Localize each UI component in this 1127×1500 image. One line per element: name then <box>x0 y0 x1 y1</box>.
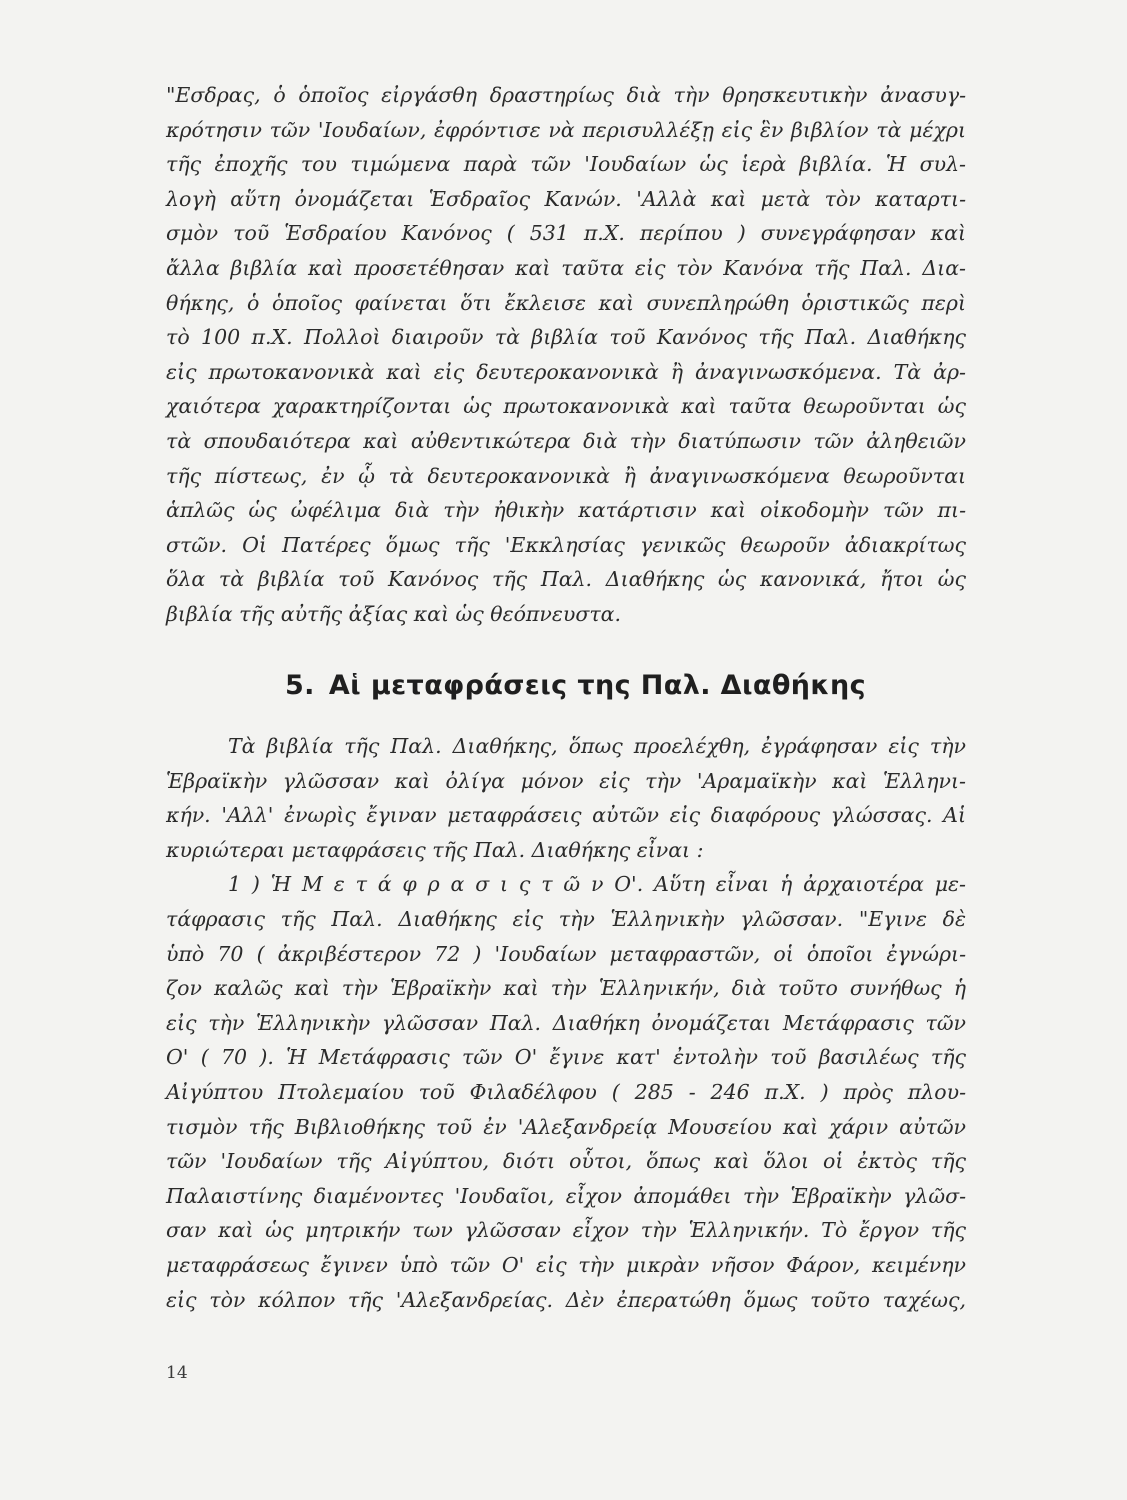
text-line: κρότησιν τῶν 'Ιουδαίων, ἐφρόντισε νὰ περισυλλέξῃ εἰς ἓν βιβλίον τὰ μέχρι <box>166 117 966 142</box>
text-line: τὸ 100 π.Χ. Πολλοὶ διαιροῦν τὰ βιβλία τοῦ Κανόνος τῆς Παλ. Διαθήκης <box>166 325 966 350</box>
text-line: κήν. 'Αλλ' ἐνωρὶς ἔγιναν μεταφράσεις αὐτῶν εἰς διαφόρους γλώσσας. Αἱ <box>166 803 966 828</box>
text-line: τῆς πίστεως, ἐν ᾧ τὰ δευτεροκανονικὰ ἢ ἀναγινωσκόμενα θεωροῦνται <box>166 463 966 488</box>
page-number: 14 <box>166 1363 188 1383</box>
text-line: εἰς τὸν κόλπον τῆς 'Αλεξανδρείας. Δὲν ἐπερατώθη ὅμως τοῦτο ταχέως, <box>166 1287 966 1312</box>
text-line: τῆς ἐποχῆς του τιμώμενα παρὰ τῶν 'Ιουδαίων ὡς ἱερὰ βιβλία. Ἡ συλ- <box>166 152 966 177</box>
text-line: Αἰγύπτου Πτολεμαίου τοῦ Φιλαδέλφου ( 285 - 246 π.Χ. ) πρὸς πλου- <box>166 1079 966 1104</box>
text-line: θήκης, ὁ ὁποῖος φαίνεται ὅτι ἔκλεισε καὶ συνεπληρώθη ὁριστικῶς περὶ <box>166 290 966 315</box>
section-number: 5. <box>285 670 315 701</box>
text-line: Τὰ βιβλία τῆς Παλ. Διαθήκης, ὅπως προελέχθη, ἐγράφησαν εἰς τὴν <box>228 734 966 758</box>
text-line: εἰς πρωτοκανονικὰ καὶ εἰς δευτεροκανονικὰ ἢ ἀναγινωσκόμενα. Τὰ ἀρ- <box>166 359 966 384</box>
text-line: ἄλλα βιβλία καὶ προσετέθησαν καὶ ταῦτα εἰς τὸν Κανόνα τῆς Παλ. Δια- <box>166 255 966 280</box>
text-line: εἰς τὴν Ἑλληνικὴν γλῶσσαν Παλ. Διαθήκη ὀνομάζεται Μετάφρασις τῶν <box>166 1010 966 1035</box>
text-line: ἁπλῶς ὡς ὠφέλιμα διὰ τὴν ἠθικὴν κατάρτισιν καὶ οἰκοδομὴν τῶν πι- <box>166 498 966 523</box>
text-line: ὅλα τὰ βιβλία τοῦ Κανόνος τῆς Παλ. Διαθήκης ὡς κανονικά, ἤτοι ὡς <box>166 567 966 592</box>
text-line: Παλαιστίνης διαμένοντες 'Ιουδαῖοι, εἶχον ἀπομάθει τὴν Ἑβραϊκὴν γλῶσ- <box>166 1183 966 1208</box>
text-line: Ἑβραϊκὴν γλῶσσαν καὶ ὀλίγα μόνον εἰς τὴν 'Αραμαϊκὴν καὶ Ἑλληνι- <box>166 768 966 793</box>
text-line: ζον καλῶς καὶ τὴν Ἑβραϊκὴν καὶ τὴν Ἑλληνικήν, διὰ τοῦτο συνήθως ἡ <box>166 976 966 1001</box>
text-line: Ο' ( 70 ). Ἡ Μετάφρασις τῶν Ο' ἔγινε κατ' ἐντολὴν τοῦ βασιλέως τῆς <box>166 1045 966 1070</box>
text-line: στῶν. Οἱ Πατέρες ὅμως τῆς 'Εκκλησίας γενικῶς θεωροῦν ἀδιακρίτως <box>166 532 966 557</box>
text-line: 1 ) Ἡ Μ ε τ ά φ ρ α σ ι ς τ ῶ ν Ο'. Αὕτη εἶναι ἡ ἀρχαιοτέρα με- <box>228 872 966 897</box>
text-line: τῶν 'Ιουδαίων τῆς Αἰγύπτου, διότι οὗτοι, ὅπως καὶ ὅλοι οἱ ἐκτὸς τῆς <box>166 1149 966 1174</box>
text-line: τισμὸν τῆς Βιβλιοθήκης τοῦ ἐν 'Αλεξανδρείᾳ Μουσείου καὶ χάριν αὐτῶν <box>166 1114 966 1139</box>
text-line: κυριώτεραι μεταφράσεις τῆς Παλ. Διαθήκης εἶναι : <box>166 837 704 862</box>
text-line: ὑπὸ 70 ( ἀκριβέστερον 72 ) 'Ιουδαίων μεταφραστῶν, οἱ ὁποῖοι ἐγνώρι- <box>166 941 966 966</box>
text-line: τὰ σπουδαιότερα καὶ αὐθεντικώτερα διὰ τὴν διατύπωσιν τῶν ἀληθειῶν <box>166 428 966 453</box>
text-line: τάφρασις τῆς Παλ. Διαθήκης εἰς τὴν Ἑλληνικὴν γλῶσσαν. "Εγινε δὲ <box>166 906 966 931</box>
text-line: σμὸν τοῦ Ἑσδραίου Κανόνος ( 531 π.Χ. περίπου ) συνεγράφησαν καὶ <box>166 221 966 246</box>
text-line: μεταφράσεως ἔγινεν ὑπὸ τῶν Ο' εἰς τὴν μικρὰν νῆσον Φάρον, κειμένην <box>166 1252 966 1277</box>
section-heading <box>285 666 866 706</box>
text-line: λογὴ αὕτη ὀνομάζεται Ἑσδραῖος Κανών. 'Αλλὰ καὶ μετὰ τὸν καταρτι- <box>166 186 966 211</box>
text-line: χαιότερα χαρακτηρίζονται ὡς πρωτοκανονικὰ καὶ ταῦτα θεωροῦνται ὡς <box>166 394 966 419</box>
section-title: Αἱ μεταφράσεις της Παλ. Διαθήκης <box>328 670 867 701</box>
text-line: "Εσδρας, ὁ ὁποῖος εἰργάσθη δραστηρίως διὰ τὴν θρησκευτικὴν ἀνασυγ- <box>166 83 966 107</box>
paragraph-translations <box>166 729 966 1317</box>
text-line: βιβλία τῆς αὐτῆς ἀξίας καὶ ὡς θεόπνευστα. <box>166 601 622 626</box>
paragraph-esdras-canon <box>166 78 966 632</box>
text-line: σαν καὶ ὡς μητρικήν των γλῶσσαν εἶχον τὴν Ἑλληνικήν. Τὸ ἔργον τῆς <box>166 1218 966 1243</box>
